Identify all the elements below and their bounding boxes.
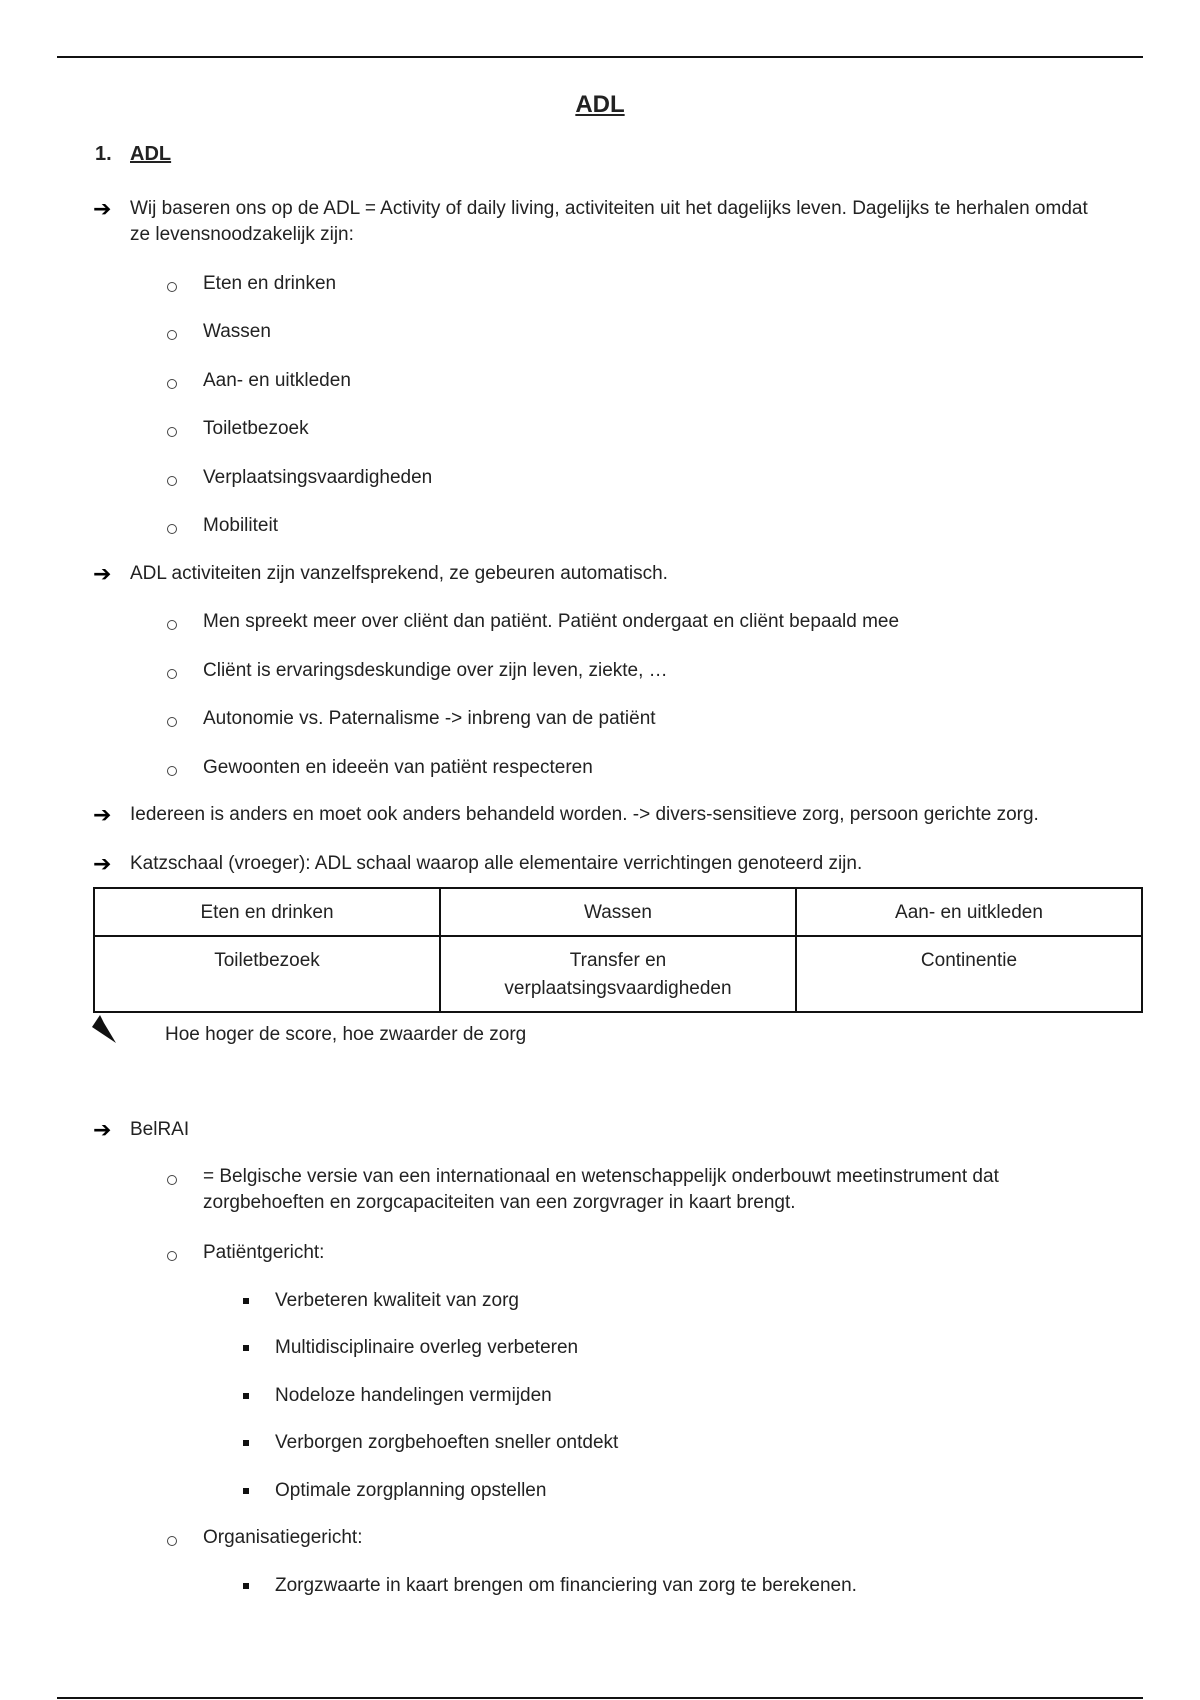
everyone-paragraph: Iedereen is anders en moet ook anders behandeld worden. -> divers-sensitieve zorg, persoon gerichte zorg. [130,804,1039,825]
arrow-right-icon: ➔ [93,561,112,586]
list-item: Gewoonten en ideeën van patiënt respecteren [203,757,593,778]
circle-bullet-icon [167,524,177,534]
arrow-right-icon: ➔ [93,196,112,221]
circle-bullet-icon [167,476,177,486]
page-title: ADL [575,91,625,118]
table-cell: Toiletbezoek [94,936,440,1012]
section-heading [95,141,171,167]
list-item: Men spreekt meer over cliënt dan patiënt. Patiënt ondergaat en cliënt bepaald mee [203,611,900,632]
list-item: Toiletbezoek [203,418,309,439]
list-item: Verplaatsingsvaardigheden [203,467,433,488]
belrai-heading: BelRAI [130,1119,190,1140]
square-bullet-icon [243,1298,249,1304]
square-bullet-icon [243,1583,249,1589]
section-number: 1. [95,143,112,165]
section-title: ADL [130,143,172,165]
circle-bullet-icon [167,1251,177,1261]
list-item: Zorgzwaarte in kaart brengen om financiering van zorg te berekenen. [275,1575,857,1596]
circle-bullet-icon [167,620,177,630]
katz-note: Hoe hoger de score, hoe zwaarder de zorg [165,1024,527,1045]
list-item: Aan- en uitkleden [203,370,351,391]
katz-table [93,887,1143,1013]
footer-rule [57,1697,1143,1699]
header-rule [57,56,1143,58]
list-item: Verborgen zorgbehoeften sneller ontdekt [275,1432,619,1453]
circle-bullet-icon [167,766,177,776]
square-bullet-icon [243,1440,249,1446]
circle-bullet-icon [167,379,177,389]
list-item: Eten en drinken [203,273,337,294]
square-bullet-icon [243,1488,249,1494]
circle-bullet-icon [167,669,177,679]
arrow-right-icon: ➔ [93,802,112,827]
list-item: Wassen [203,321,271,342]
table-row [94,888,1142,936]
belrai-org-label: Organisatiegericht: [203,1527,363,1548]
list-item: Autonomie vs. Paternalisme -> inbreng van de patiënt [203,708,656,729]
table-cell: Transfer en verplaatsingsvaardigheden [440,936,796,1012]
arrow-right-icon: ➔ [93,1117,112,1142]
list-item: Nodeloze handelingen vermijden [275,1385,552,1406]
katz-intro: Katzschaal (vroeger): ADL schaal waarop alle elementaire verrichtingen genoteerd zijn. [130,853,863,874]
list-item: Mobiliteit [203,515,278,536]
automatic-paragraph: ADL activiteiten zijn vanzelfsprekend, ze gebeuren automatisch. [130,563,668,584]
mouse-cursor-icon [90,1013,120,1045]
circle-bullet-icon [167,330,177,340]
table-cell: Eten en drinken [94,888,440,936]
arrow-right-icon: ➔ [93,851,112,876]
square-bullet-icon [243,1345,249,1351]
list-item: Cliënt is ervaringsdeskundige over zijn leven, ziekte, … [203,660,668,681]
intro-paragraph: Wij baseren ons op de ADL = Activity of daily living, activiteiten uit het dagelijks leven. Dagelijks te herhalen omdat ze levensnoodzakelijk zijn: [130,198,1088,245]
circle-bullet-icon [167,1536,177,1546]
table-cell: Continentie [796,936,1142,1012]
belrai-definition: = Belgische versie van een internationaal en wetenschappelijk onderbouwt meetinstrument dat zorgbehoeften en zorgcapaciteiten van een zorgvrager in kaart brengt. [203,1166,999,1213]
square-bullet-icon [243,1393,249,1399]
list-item: Optimale zorgplanning opstellen [275,1480,547,1501]
list-item: Multidisciplinaire overleg verbeteren [275,1337,579,1358]
circle-bullet-icon [167,1175,177,1185]
table-cell: Wassen [440,888,796,936]
table-cell: Aan- en uitkleden [796,888,1142,936]
belrai-patient-label: Patiëntgericht: [203,1242,325,1263]
circle-bullet-icon [167,717,177,727]
table-row [94,936,1142,1012]
circle-bullet-icon [167,282,177,292]
list-item: Verbeteren kwaliteit van zorg [275,1290,519,1311]
circle-bullet-icon [167,427,177,437]
